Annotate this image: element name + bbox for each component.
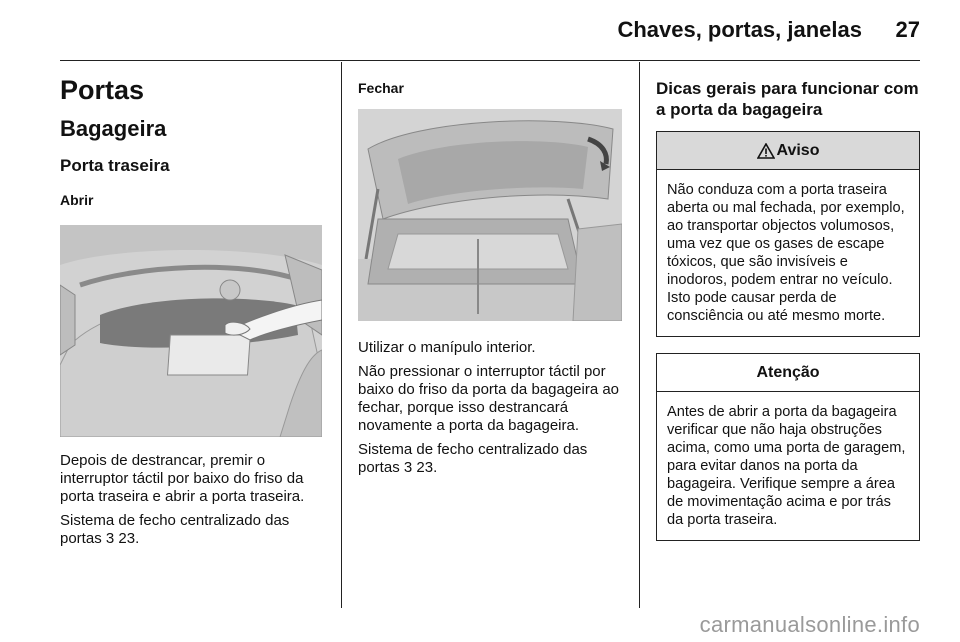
column-1 [60,62,322,554]
column-divider [341,62,342,608]
paragraph-text: Sistema de fecho centralizado das portas [358,441,588,476]
cross-reference-arrow-icon: 3 [105,530,115,547]
subsection-heading: Bagageira [60,116,167,141]
paragraph: Depois de destrancar, premir o interruptor táctil por baixo do friso da porta traseira e abrir a porta traseira. [60,452,305,505]
procedure-heading: Abrir [60,192,94,208]
column-2 [358,62,622,483]
cross-reference-page[interactable]: 23. [118,530,140,547]
cross-reference-page[interactable]: 23. [416,459,438,476]
procedure-heading: Fechar [358,80,404,96]
topic-heading: Porta traseira [60,156,170,175]
paragraph-text: Sistema de fecho centralizado das portas [60,512,290,547]
cross-reference-arrow-icon: 3 [403,459,413,476]
paragraph: Não pressionar o interruptor táctil por baixo do friso da porta da bagageira ao fechar, porque isso destrancará novamente a porta da bagageira. [358,363,620,434]
header-rule [60,60,920,61]
section-heading: Portas [60,75,145,105]
column-3 [656,62,920,541]
paragraph-cross-reference [358,441,622,477]
paragraph: Utilizar o manípulo interior. [358,339,536,356]
watermark: carmanualsonline.info [699,612,920,637]
warning-box-title: Aviso [776,141,820,159]
page-number: 27 [895,17,920,42]
caution-box [656,353,920,541]
caution-box-header [657,354,919,392]
warning-box [656,131,920,337]
tailgate-opening-illustration [60,225,322,437]
warning-triangle-icon [757,143,775,159]
column-divider [639,62,640,608]
warning-box-text: Não conduza com a porta traseira aberta ou mal fechada, por exemplo, ao transportar objectos volumosos, uma vez que os gases de escape tóxicos, que são invisíveis e inodoros, podem entrar no veículo. Isto pode causar perda de consciência ou até mesmo morte. [667,182,905,324]
paragraph-cross-reference [60,512,322,548]
caution-box-title: Atenção [756,363,820,381]
tailgate-closing-illustration [358,109,622,321]
caution-box-text: Antes de abrir a porta da bagageira verificar que não haja obstruções acima, como uma porta de garagem, para evitar danos na porta da bagageira. Verifique sempre a área de movimentação acima e por trás da porta traseira. [667,404,906,528]
warning-box-header [657,132,919,170]
topic-heading: Dicas gerais para funcionar com a porta da bagageira [656,79,919,119]
running-header-title: Chaves, portas, janelas [617,17,862,42]
